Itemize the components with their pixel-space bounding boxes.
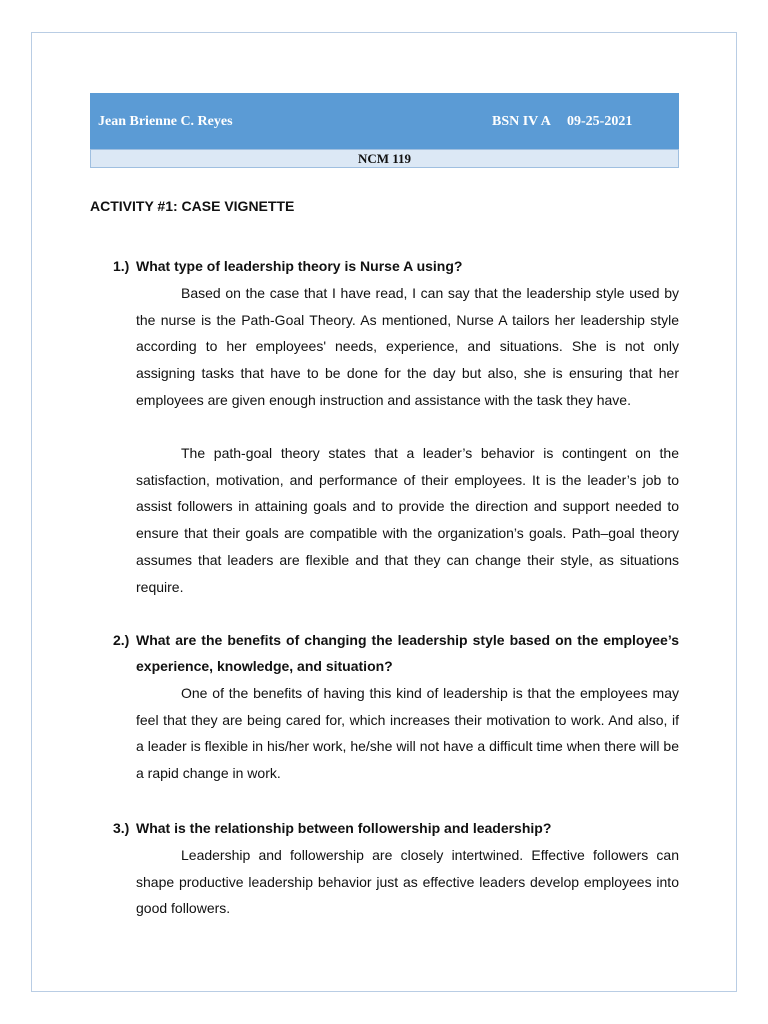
- question-1: [113, 253, 679, 279]
- question-text: What are the benefits of changing the leadership style based on the employee’s experience, knowledge, and situation?: [136, 632, 679, 674]
- answer-2-paragraph-1: One of the benefits of having this kind of leadership is that the employees may feel that they are being cared for, which increases their motivation to work. And also, if a leader is flexible in his/her work, he/she will not have a difficult time when there will be a rapid change in work.: [136, 685, 679, 782]
- question-number: 2.): [113, 632, 130, 648]
- question-text: What is the relationship between followership and leadership?: [136, 820, 552, 836]
- question-number: 1.): [113, 258, 130, 274]
- question-2: [113, 627, 679, 679]
- activity-title: ACTIVITY #1: CASE VIGNETTE: [90, 198, 295, 214]
- student-name: Jean Brienne C. Reyes: [98, 114, 233, 129]
- question-number: 3.): [113, 820, 130, 836]
- question-text: What type of leadership theory is Nurse A using?: [136, 258, 463, 274]
- subject-bar: NCM 119: [90, 149, 679, 168]
- question-3: [113, 815, 679, 841]
- answer-3-paragraph-1: Leadership and followership are closely intertwined. Effective followers can shape productive leadership behavior just as effective leaders develop employees into good followers.: [136, 847, 679, 917]
- answer-1-paragraph-2: The path-goal theory states that a leader’s behavior is contingent on the satisfaction, motivation, and performance of their employees. It is the leader’s job to assist followers in attaining goals and to provide the direction and support needed to ensure that their goals are compatible with the organization’s goals. Path–goal theory assumes that leaders are flexible and that they can change their style, as situations require.: [136, 445, 679, 595]
- date-label: 09-25-2021: [567, 114, 633, 129]
- course-label: BSN IV A: [492, 114, 551, 129]
- header-bar: [90, 93, 679, 149]
- answer-1-paragraph-1: Based on the case that I have read, I can say that the leadership style used by the nurse is the Path-Goal Theory. As mentioned, Nurse A tailors her leadership style according to her employees' needs, experience, and situations. She is not only assigning tasks that have to be done for the day but also, she is ensuring that her employees are given enough instruction and assistance with the task they have.: [136, 285, 679, 408]
